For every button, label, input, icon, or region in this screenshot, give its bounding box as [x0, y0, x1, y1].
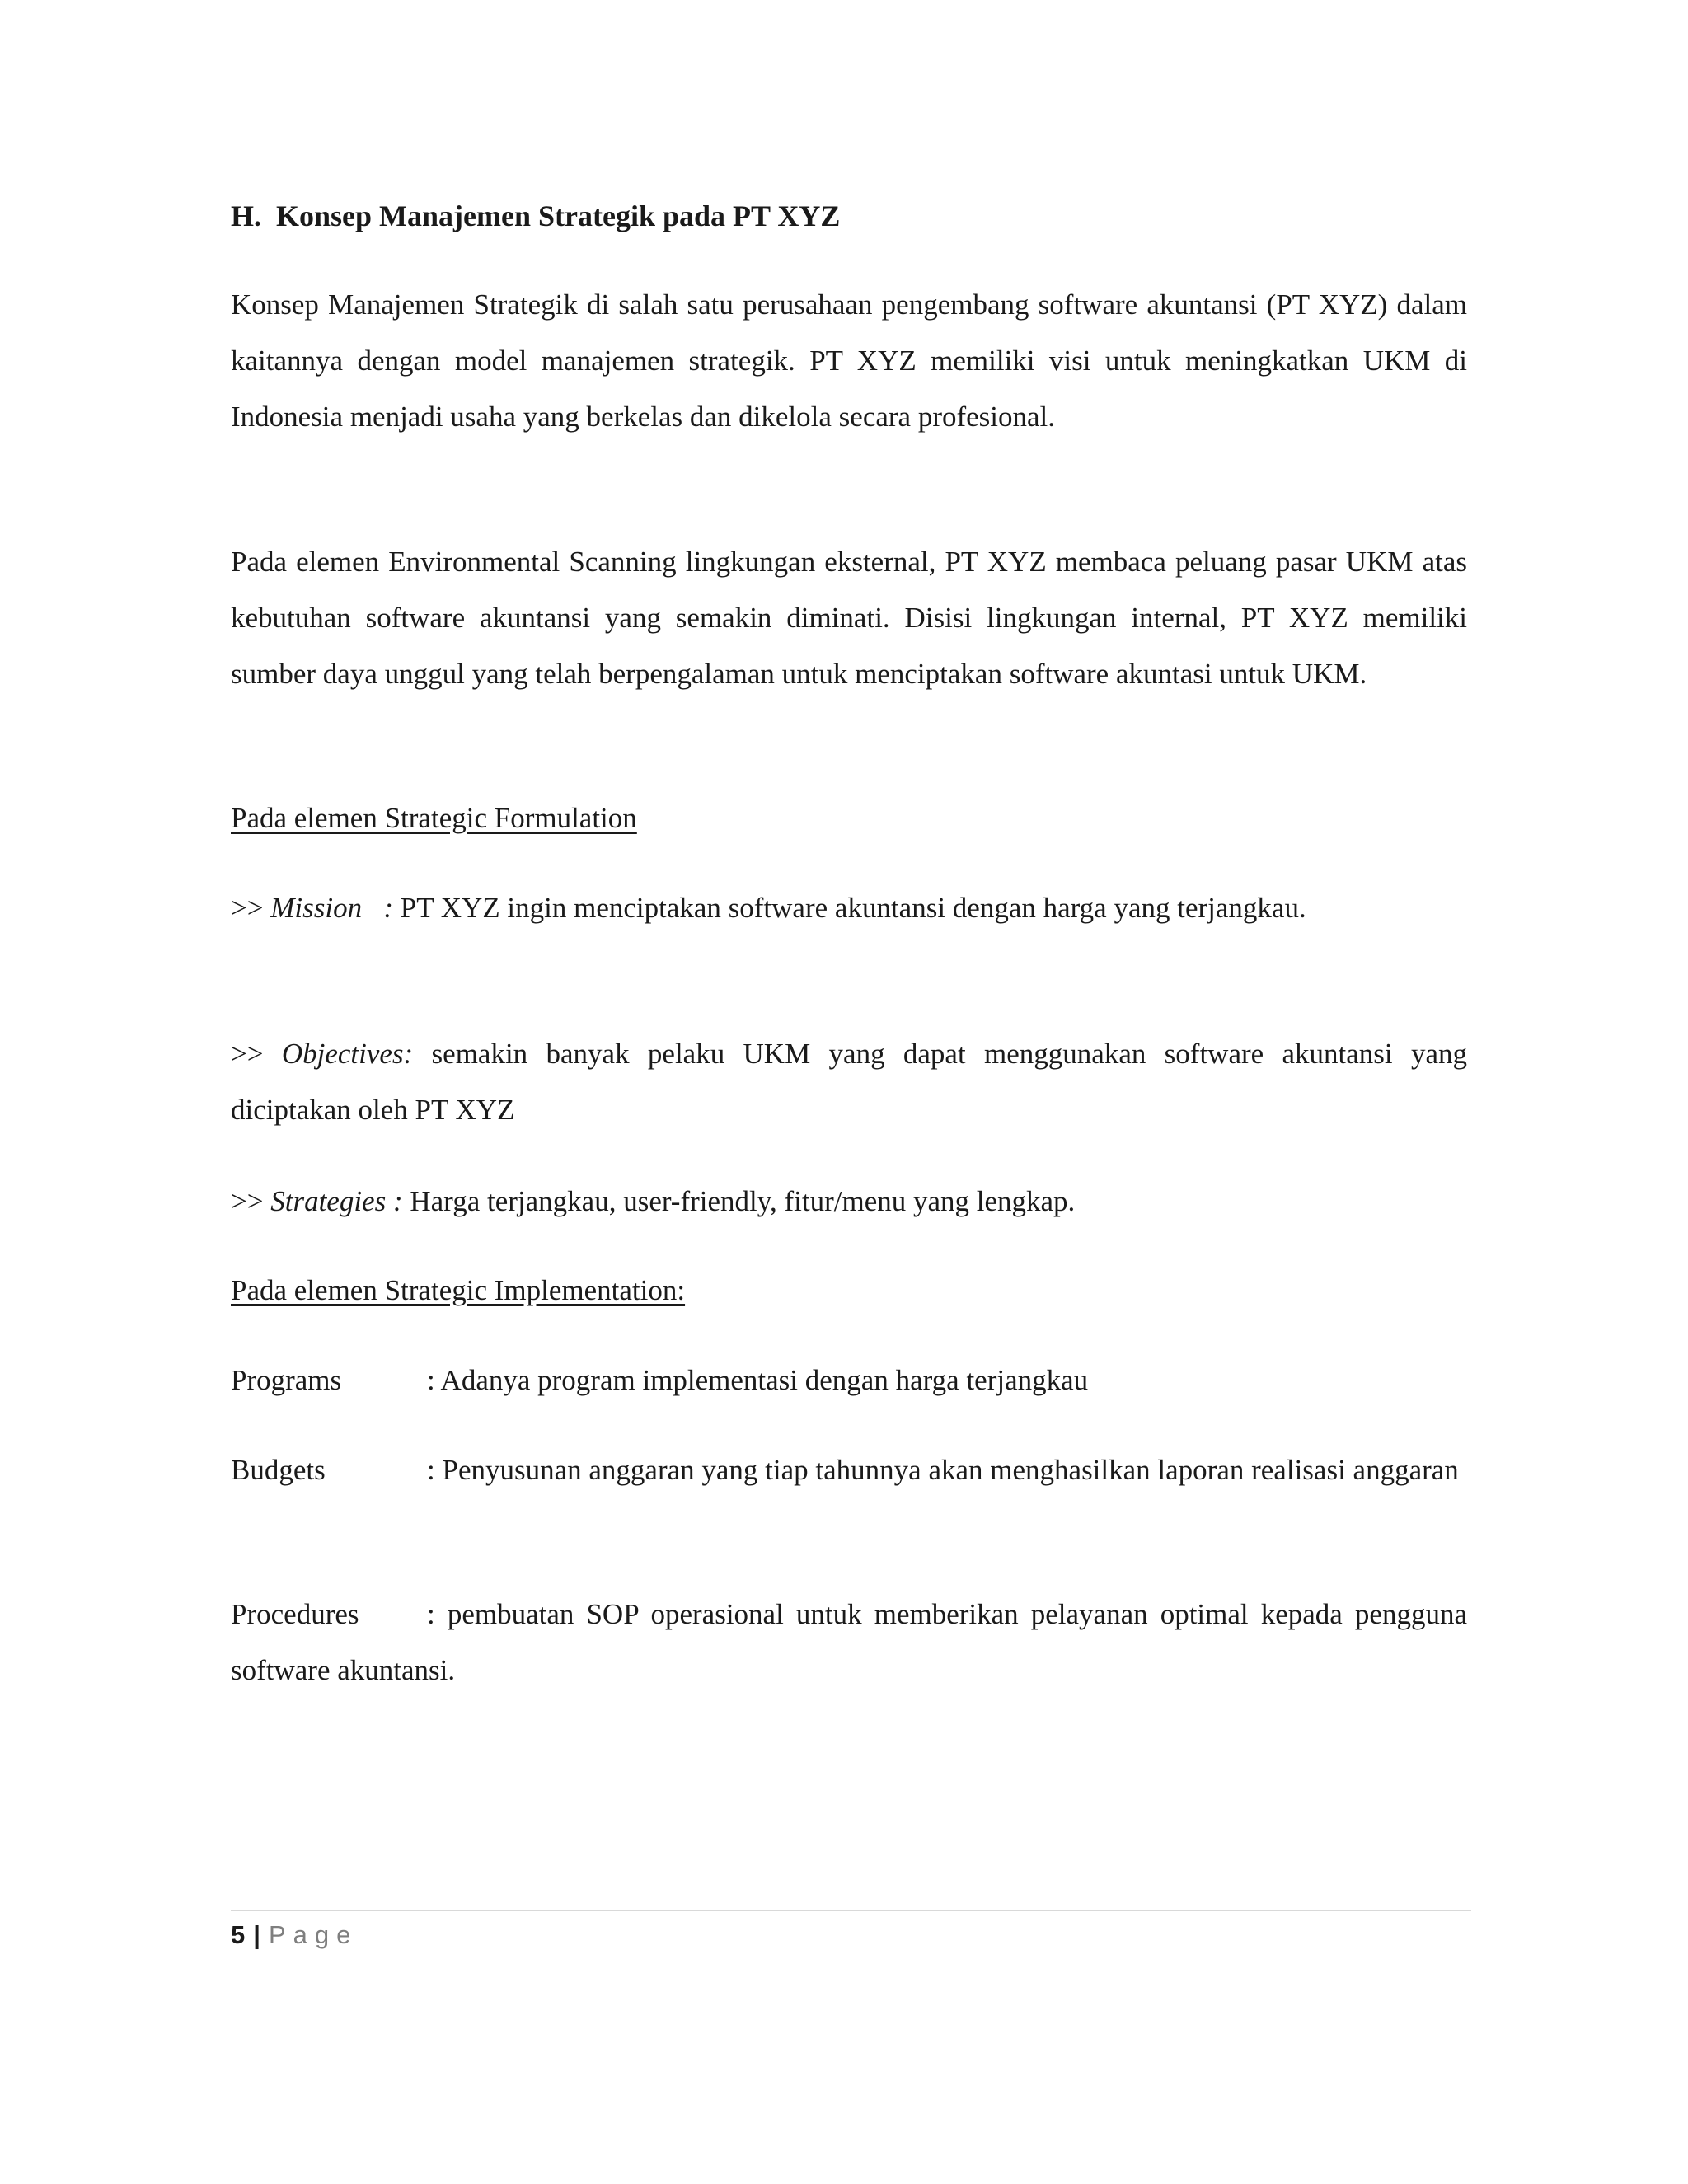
item-prefix: >> — [231, 1038, 264, 1070]
item-prefix: >> — [231, 892, 264, 924]
formulation-item-mission — [231, 880, 1467, 936]
procedures-text: : pembuatan SOP operasional untuk memberikan pelayanan optimal kepada pengguna software akuntansi. — [231, 1598, 1467, 1686]
budgets-label: Budgets — [231, 1454, 326, 1486]
formulation-item-strategies — [231, 1174, 1467, 1230]
section-heading — [231, 198, 840, 234]
budgets-text: : Penyusunan anggaran yang tiap tahunnya akan menghasilkan laporan realisasi anggaran — [427, 1454, 1459, 1486]
implementation-item-procedures — [231, 1586, 1467, 1699]
formulation-item-objectives — [231, 1026, 1467, 1138]
page-number: 5 — [231, 1920, 246, 1949]
mission-text: PT XYZ ingin menciptakan software akuntansi dengan harga yang terjangkau. — [400, 892, 1306, 924]
page-footer — [231, 1917, 358, 1953]
footer-separator: | — [253, 1920, 260, 1949]
formulation-heading — [231, 790, 1467, 846]
strategies-text: Harga terjangkau, user-friendly, fitur/menu yang lengkap. — [410, 1185, 1076, 1217]
procedures-label: Procedures — [231, 1598, 359, 1630]
item-prefix: >> — [231, 1185, 264, 1217]
page-word: Page — [268, 1920, 359, 1949]
programs-text: : Adanya program implementasi dengan harga terjangkau — [427, 1364, 1089, 1396]
implementation-item-programs — [231, 1352, 1467, 1408]
page-content — [231, 0, 1467, 2184]
intro-paragraph: Konsep Manajemen Strategik di salah satu perusahaan pengembang software akuntansi (PT XYZ) dalam kaitannya dengan model manajemen strategik. PT XYZ memiliki visi untuk meningkatkan UKM di Indonesia menjadi usaha yang berkelas dan dikelola secara profesional. — [231, 288, 1467, 433]
section-number: H. — [231, 199, 262, 232]
term-mission: Mission — [270, 892, 363, 924]
term-separator: : — [403, 1038, 414, 1070]
footer-divider — [231, 1910, 1471, 1911]
implementation-heading — [231, 1263, 1467, 1319]
term-separator: : — [392, 1185, 403, 1217]
implementation-item-budgets — [231, 1442, 1467, 1498]
term-objectives: Objectives — [281, 1038, 404, 1070]
environmental-scanning-paragraph: Pada elemen Environmental Scanning lingkungan eksternal, PT XYZ membaca peluang pasar UKM atas kebutuhan software akuntansi yang semakin diminati. Disisi lingkungan internal, PT XYZ memiliki sumber daya unggul yang telah berpengalaman untuk menciptakan software akuntasi untuk UKM. — [231, 546, 1467, 690]
term-separator: : — [383, 892, 393, 924]
term-strategies: Strategies — [270, 1185, 387, 1217]
formulation-heading-text: Pada elemen Strategic Formulation — [231, 802, 637, 834]
section-title: Konsep Manajemen Strategik pada PT XYZ — [276, 199, 841, 232]
objectives-text: semakin banyak pelaku UKM yang dapat menggunakan software akuntansi yang diciptakan oleh PT XYZ — [231, 1038, 1468, 1126]
programs-label: Programs — [231, 1364, 342, 1396]
implementation-heading-text: Pada elemen Strategic Implementation: — [231, 1274, 686, 1306]
